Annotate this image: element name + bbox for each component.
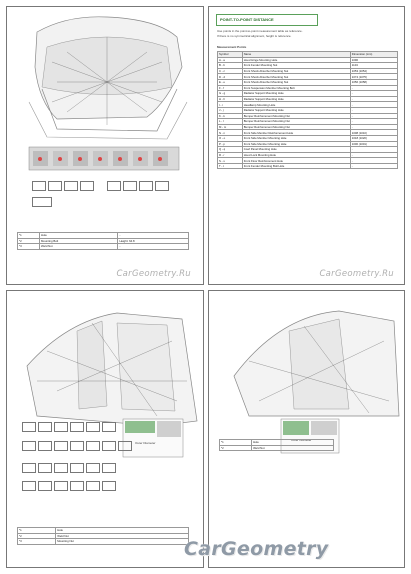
row-dim: - [350, 96, 397, 102]
measurement-boxes-row-2 [22, 441, 132, 451]
legend-label: Hole [252, 440, 334, 446]
measurement-boxes-row-3 [32, 197, 52, 207]
page-watermark: CarGeometry.Ru [319, 269, 394, 279]
row-name: Hood Hinge Mounting Hole [242, 57, 350, 63]
row-symbol: Q - q [218, 147, 243, 153]
col-symbol: Symbol [218, 52, 243, 58]
manual-page-rear-side [208, 290, 405, 568]
manual-page-point-distance [208, 6, 405, 285]
legend-symbol: *1 [220, 440, 252, 446]
legend-symbol: *2 [220, 445, 252, 451]
table-row [218, 163, 398, 169]
col-dim: Dimension (mm) [350, 52, 397, 58]
row-name: Radiator Support Mounting Hole [242, 91, 350, 97]
row-name: Bumper Reinforcement Mounting Nut [242, 124, 350, 130]
legend-label: Weld Nut [56, 533, 189, 539]
table-row [18, 244, 189, 250]
row-dim: 1053 (1054) [350, 68, 397, 74]
row-symbol: H - h [218, 96, 243, 102]
row-name: Front Fender Mounting Bolt Hole [242, 163, 350, 169]
manual-page-engine-bay [6, 6, 204, 285]
row-dim: - [350, 147, 397, 153]
row-name: Bumper Reinforcement Mounting Nut [242, 119, 350, 125]
legend-symbol: *1 [18, 528, 56, 534]
intro-line: If there is no symmetrical alignment, height is reference. [217, 34, 292, 38]
row-name: Bumper Reinforcement Mounting Nut [242, 113, 350, 119]
row-name: Front Side Member Mounting Hole [242, 135, 350, 141]
outer-diameter-callout: Outer Diameter [135, 441, 156, 445]
row-name: Radiator Support Mounting Hole [242, 96, 350, 102]
measurement-boxes-row-1 [22, 422, 116, 432]
table-row [220, 445, 334, 451]
table-row [18, 539, 189, 545]
page4-legend-table [219, 439, 334, 451]
row-dim: 1074 (1075) [350, 74, 397, 80]
row-symbol: C - c [218, 68, 243, 74]
row-name: Front Side Member Mounting Hole [242, 141, 350, 147]
page1-legend-table [17, 232, 189, 250]
row-dim: 1008 (1010) [350, 130, 397, 136]
row-symbol: E - e [218, 79, 243, 85]
legend-symbol: *1 [18, 233, 40, 239]
measurement-boxes-row-3 [22, 463, 116, 473]
legend-label: Hole [56, 528, 189, 534]
legend-label: Mounting Nut [56, 539, 189, 545]
row-name: Front Shock Absorber Mounting Nut [242, 79, 350, 85]
row-dim: - [350, 152, 397, 158]
row-dim: - [350, 107, 397, 113]
row-dim: - [350, 163, 397, 169]
row-symbol: M - m [218, 124, 243, 130]
outer-diameter-callout: Outer Diameter [291, 438, 312, 442]
row-dim: 1104 [350, 63, 397, 69]
row-dim: 1090 [350, 57, 397, 63]
row-name: Front Shock Absorber Mounting Nut [242, 74, 350, 80]
row-dim: 1000 (1001) [350, 141, 397, 147]
photo-strip [29, 147, 179, 170]
manual-page-side-body [6, 290, 204, 568]
legend-symbol: *2 [18, 238, 40, 244]
intro-line: Use points in the point-to-point measurement table as reference. [217, 29, 303, 33]
page-watermark: CarGeometry.Ru [116, 269, 191, 279]
row-symbol: D - d [218, 74, 243, 80]
measurement-boxes-row-2 [107, 181, 169, 191]
legend-label: Mounting Bolt [40, 238, 118, 244]
page3-legend-table [17, 527, 189, 545]
row-name: Radiator Support Mounting Hole [242, 107, 350, 113]
row-name: Front Shock Absorber Mounting Nut [242, 68, 350, 74]
legend-dim: - [118, 233, 189, 239]
legend-label: Hole [40, 233, 118, 239]
row-symbol: G - g [218, 91, 243, 97]
legend-dim: - [118, 244, 189, 250]
row-dim: 1056 (1058) [350, 79, 397, 85]
row-symbol: T - t [218, 163, 243, 169]
row-symbol: R - r [218, 152, 243, 158]
table-title: Measurement Points [217, 45, 247, 49]
measurement-boxes-row-1 [32, 181, 94, 191]
row-symbol: K - k [218, 113, 243, 119]
row-dim: - [350, 124, 397, 130]
row-name: Headlamp Mounting Hole [242, 102, 350, 108]
row-dim: 1018 (1020) [350, 135, 397, 141]
section-heading-box [216, 14, 318, 26]
section-heading: POINT-TO-POINT DISTANCE [220, 17, 274, 22]
row-symbol: P - p [218, 141, 243, 147]
measurement-boxes-row-4 [22, 481, 116, 491]
row-dim: - [350, 102, 397, 108]
row-symbol: N - n [218, 130, 243, 136]
legend-label: Weld Nut [40, 244, 118, 250]
row-name: Front Side Member Reinforcement Hole [242, 130, 350, 136]
measurement-table [217, 51, 398, 169]
legend-label: Weld Nut [252, 445, 334, 451]
row-dim: - [350, 119, 397, 125]
legend-symbol: *2 [18, 533, 56, 539]
legend-dim: Height: 64.8 [118, 238, 189, 244]
col-name: Name [242, 52, 350, 58]
row-name: Front Fender Mounting Nut [242, 63, 350, 69]
row-symbol: A - a [218, 57, 243, 63]
row-name: Front Suspension Member Mounting Bolt [242, 85, 350, 91]
row-symbol: B - b [218, 63, 243, 69]
row-name: Hood Lock Mounting Hole [242, 152, 350, 158]
row-symbol: O - o [218, 135, 243, 141]
row-name: Front Floor Reinforcement Hole [242, 158, 350, 164]
row-symbol: I - i [218, 102, 243, 108]
row-dim: - [350, 113, 397, 119]
row-symbol: F - f [218, 85, 243, 91]
row-symbol: L - l [218, 119, 243, 125]
row-symbol: S - s [218, 158, 243, 164]
row-name: Cowl Panel Mounting Hole [242, 147, 350, 153]
row-dim: - [350, 85, 397, 91]
row-dim: - [350, 91, 397, 97]
legend-symbol: *3 [18, 244, 40, 250]
rear-side-diagram [209, 291, 405, 568]
legend-symbol: *3 [18, 539, 56, 545]
site-watermark: CarGeometry [184, 538, 329, 560]
row-symbol: J - j [218, 107, 243, 113]
row-dim: - [350, 158, 397, 164]
